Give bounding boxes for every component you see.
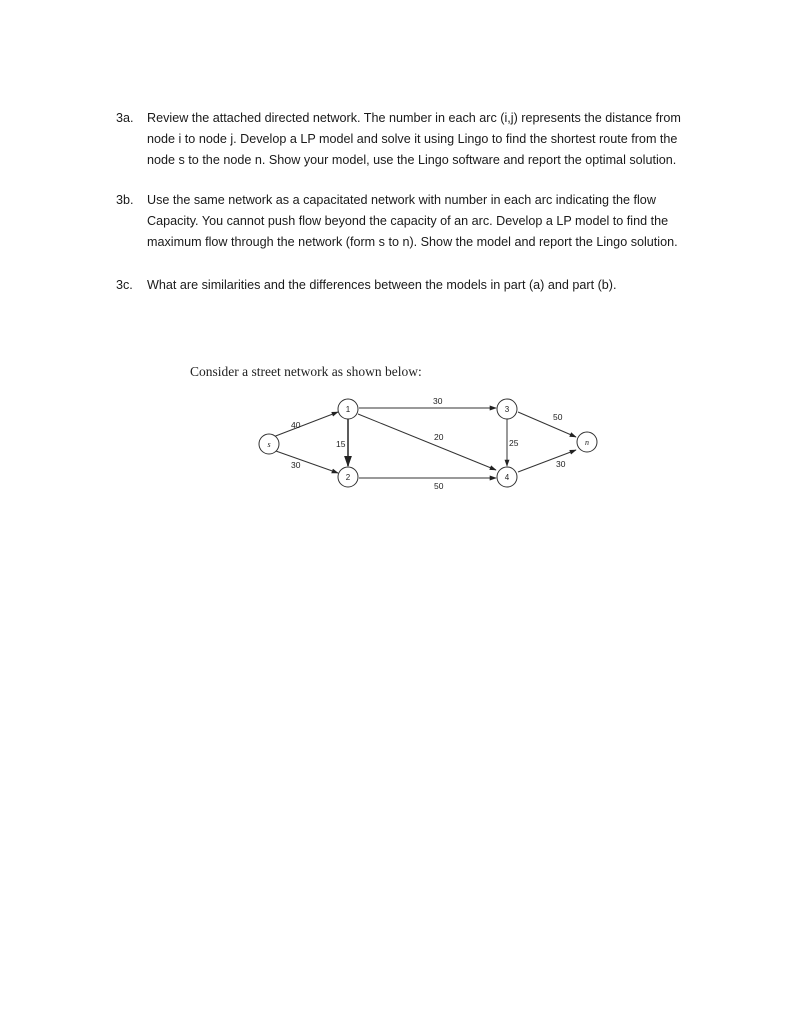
question-text-line: Use the same network as a capacitated network with number in each arc indicating the flow	[147, 193, 656, 207]
question-label: 3c.	[116, 278, 133, 292]
arc-4-n	[518, 450, 576, 472]
question-3c	[116, 275, 762, 296]
question-label: 3a.	[116, 111, 134, 125]
question-label: 3b.	[116, 193, 134, 207]
node-label: 4	[504, 473, 510, 482]
node-label: 2	[345, 473, 351, 482]
arc-label: 15	[336, 439, 346, 449]
question-text-line: node s to the node n. Show your model, use the Lingo software and report the optimal solution.	[147, 153, 677, 167]
node-label: s	[267, 440, 271, 449]
arc-label: 25	[509, 438, 519, 448]
node-label: 1	[345, 405, 351, 414]
arc-label: 30	[556, 459, 566, 469]
question-text-line: Capacity. You cannot push flow beyond the capacity of an arc. Develop a LP model to find the	[147, 214, 669, 228]
network-diagram	[250, 390, 610, 500]
arc-label: 50	[434, 481, 444, 491]
question-text-line: node i to node j. Develop a LP model and solve it using Lingo to find the shortest route from the	[147, 132, 678, 146]
question-text-line: maximum flow through the network (form s to n). Show the model and report the Lingo solution.	[147, 235, 678, 249]
question-text-line: Review the attached directed network. The number in each arc (i,j) represents the distance from	[147, 111, 681, 125]
arc-label: 40	[291, 420, 301, 430]
arc-1-4	[358, 414, 496, 470]
node-label: 3	[504, 405, 510, 414]
node-label: n	[585, 438, 589, 447]
arc-3-n	[518, 412, 576, 437]
arc-label: 30	[433, 396, 443, 406]
question-3b	[116, 190, 762, 253]
arc-label: 20	[434, 432, 444, 442]
arc-label: 50	[553, 412, 563, 422]
arc-s-2	[273, 450, 338, 473]
figure-caption: Consider a street network as shown below:	[190, 364, 422, 379]
arc-label: 30	[291, 460, 301, 470]
arc-s-1	[273, 412, 338, 437]
question-3a	[116, 108, 762, 171]
question-text-line: What are similarities and the differences between the models in part (a) and part (b).	[147, 278, 617, 292]
